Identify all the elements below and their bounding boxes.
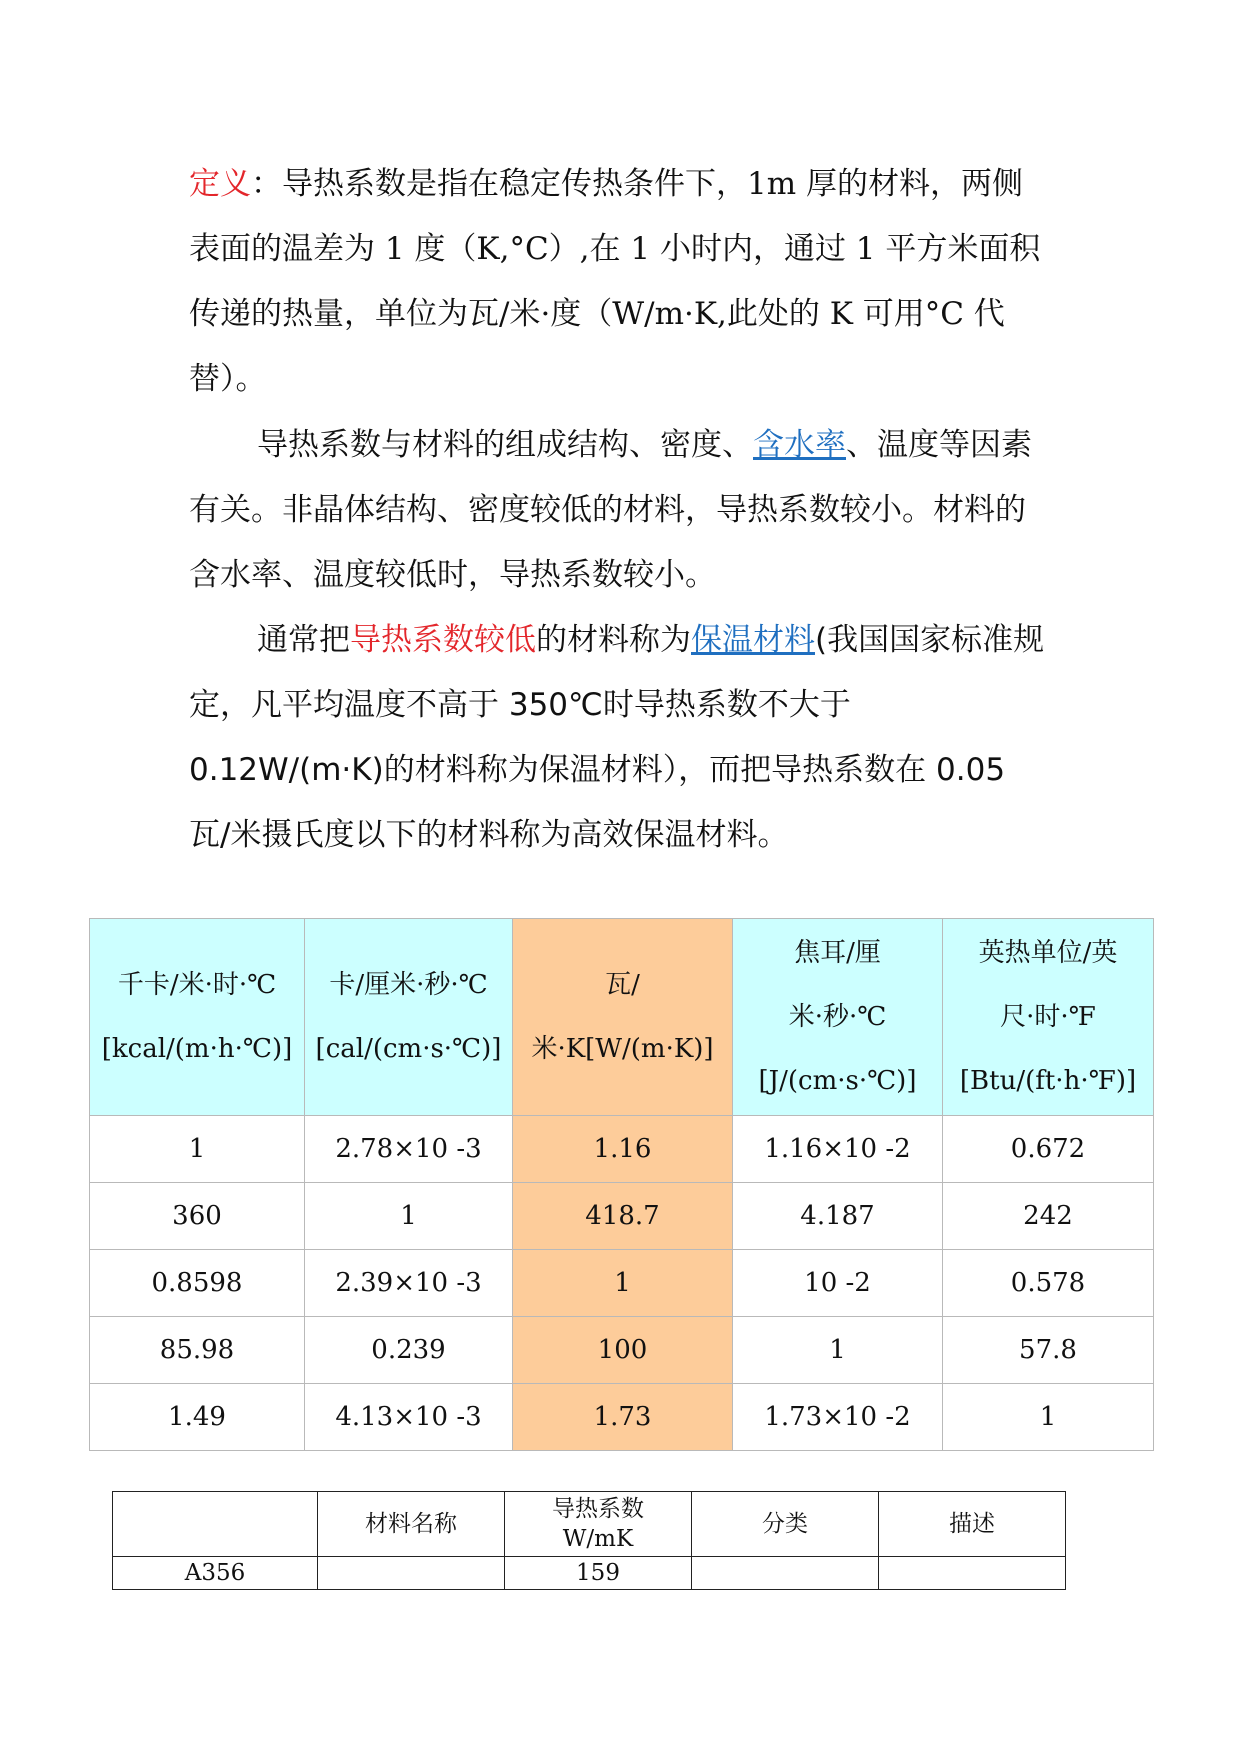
table-row: [113, 1557, 1066, 1590]
header-material-name: 材料名称: [318, 1492, 505, 1557]
table-cell: 57.8: [943, 1317, 1154, 1384]
table-cell: 418.7: [513, 1183, 733, 1250]
table-cell: 1.73: [513, 1384, 733, 1451]
low-conductivity-highlight: 导热系数较低: [350, 622, 536, 658]
insulation-paragraph: [189, 608, 1051, 868]
factors-paragraph: [189, 413, 1051, 608]
table-row: [90, 1384, 1154, 1451]
table-cell: A356: [113, 1557, 318, 1590]
material-table: [112, 1491, 1066, 1590]
table-cell: 0.239: [305, 1317, 513, 1384]
table-cell: [879, 1557, 1066, 1590]
header-kcal: 千卡/米·时·℃ [kcal/(m·h·℃)]: [90, 919, 305, 1116]
table-cell: 85.98: [90, 1317, 305, 1384]
unit-header-row: [90, 919, 1154, 1116]
table-cell: 1: [943, 1384, 1154, 1451]
table-cell: 1: [513, 1250, 733, 1317]
table-cell: 1: [90, 1116, 305, 1183]
table-row: [90, 1317, 1154, 1384]
insulation-material-link[interactable]: 保温材料: [691, 622, 815, 658]
table-cell: [692, 1557, 879, 1590]
header-btu: 英热单位/英 尺·时·℉ [Btu/(ft·h·℉)]: [943, 919, 1154, 1116]
header-blank: [113, 1492, 318, 1557]
insulation-text-middle: 的材料称为: [536, 622, 691, 658]
table-cell: 2.78×10 -3: [305, 1116, 513, 1183]
table-cell: 1.73×10 -2: [733, 1384, 943, 1451]
header-description: 描述: [879, 1492, 1066, 1557]
table-cell: 159: [505, 1557, 692, 1590]
table-cell: 0.578: [943, 1250, 1154, 1317]
table-cell: 2.39×10 -3: [305, 1250, 513, 1317]
factors-text-before: 导热系数与材料的组成结构、密度、: [257, 427, 753, 463]
table-cell: 1.16: [513, 1116, 733, 1183]
header-category: 分类: [692, 1492, 879, 1557]
header-cal: 卡/厘米·秒·℃ [cal/(cm·s·℃)]: [305, 919, 513, 1116]
table-row: [90, 1250, 1154, 1317]
table-cell: 4.187: [733, 1183, 943, 1250]
factors-text-after: 、温度等因素有关。非晶体结构、密度较低的材料，导热系数较小。材料的含水率、温度较低时，导热系数较小。: [189, 427, 1032, 593]
definition-text: ：导热系数是指在稳定传热条件下，1m 厚的材料，两侧表面的温差为 1 度（K,°C）,在 1 小时内，通过 1 平方米面积传递的热量，单位为瓦/米·度（W/m·K,此处的 K 可用°C 代替）。: [189, 166, 1041, 397]
table-cell: 1: [733, 1317, 943, 1384]
table-cell: 0.672: [943, 1116, 1154, 1183]
table-cell: 4.13×10 -3: [305, 1384, 513, 1451]
header-joule: 焦耳/厘 米·秒·℃ [J/(cm·s·℃)]: [733, 919, 943, 1116]
table-row: [90, 1116, 1154, 1183]
table-cell: 1.16×10 -2: [733, 1116, 943, 1183]
header-conductivity: 导热系数 W/mK: [505, 1492, 692, 1557]
table-cell: 1: [305, 1183, 513, 1250]
table-cell: 100: [513, 1317, 733, 1384]
insulation-text-after: (我国国家标准规定，凡平均温度不高于 350℃时导热系数不大于 0.12W/(m·K)的材料称为保温材料），而把导热系数在 0.05 瓦/米摄氏度以下的材料称为高效保温材料。: [189, 622, 1045, 853]
table-cell: 0.8598: [90, 1250, 305, 1317]
table-cell: [318, 1557, 505, 1590]
material-header-row: [113, 1492, 1066, 1557]
table-cell: 242: [943, 1183, 1154, 1250]
table-cell: 1.49: [90, 1384, 305, 1451]
header-watt: 瓦/ 米·K[W/(m·K)]: [513, 919, 733, 1116]
definition-paragraph: [189, 152, 1051, 412]
table-cell: 10 -2: [733, 1250, 943, 1317]
table-cell: 360: [90, 1183, 305, 1250]
unit-conversion-table: [89, 918, 1154, 1451]
table-row: [90, 1183, 1154, 1250]
moisture-content-link[interactable]: 含水率: [753, 427, 846, 463]
insulation-text-before: 通常把: [257, 622, 350, 658]
definition-label: 定义: [189, 166, 251, 202]
